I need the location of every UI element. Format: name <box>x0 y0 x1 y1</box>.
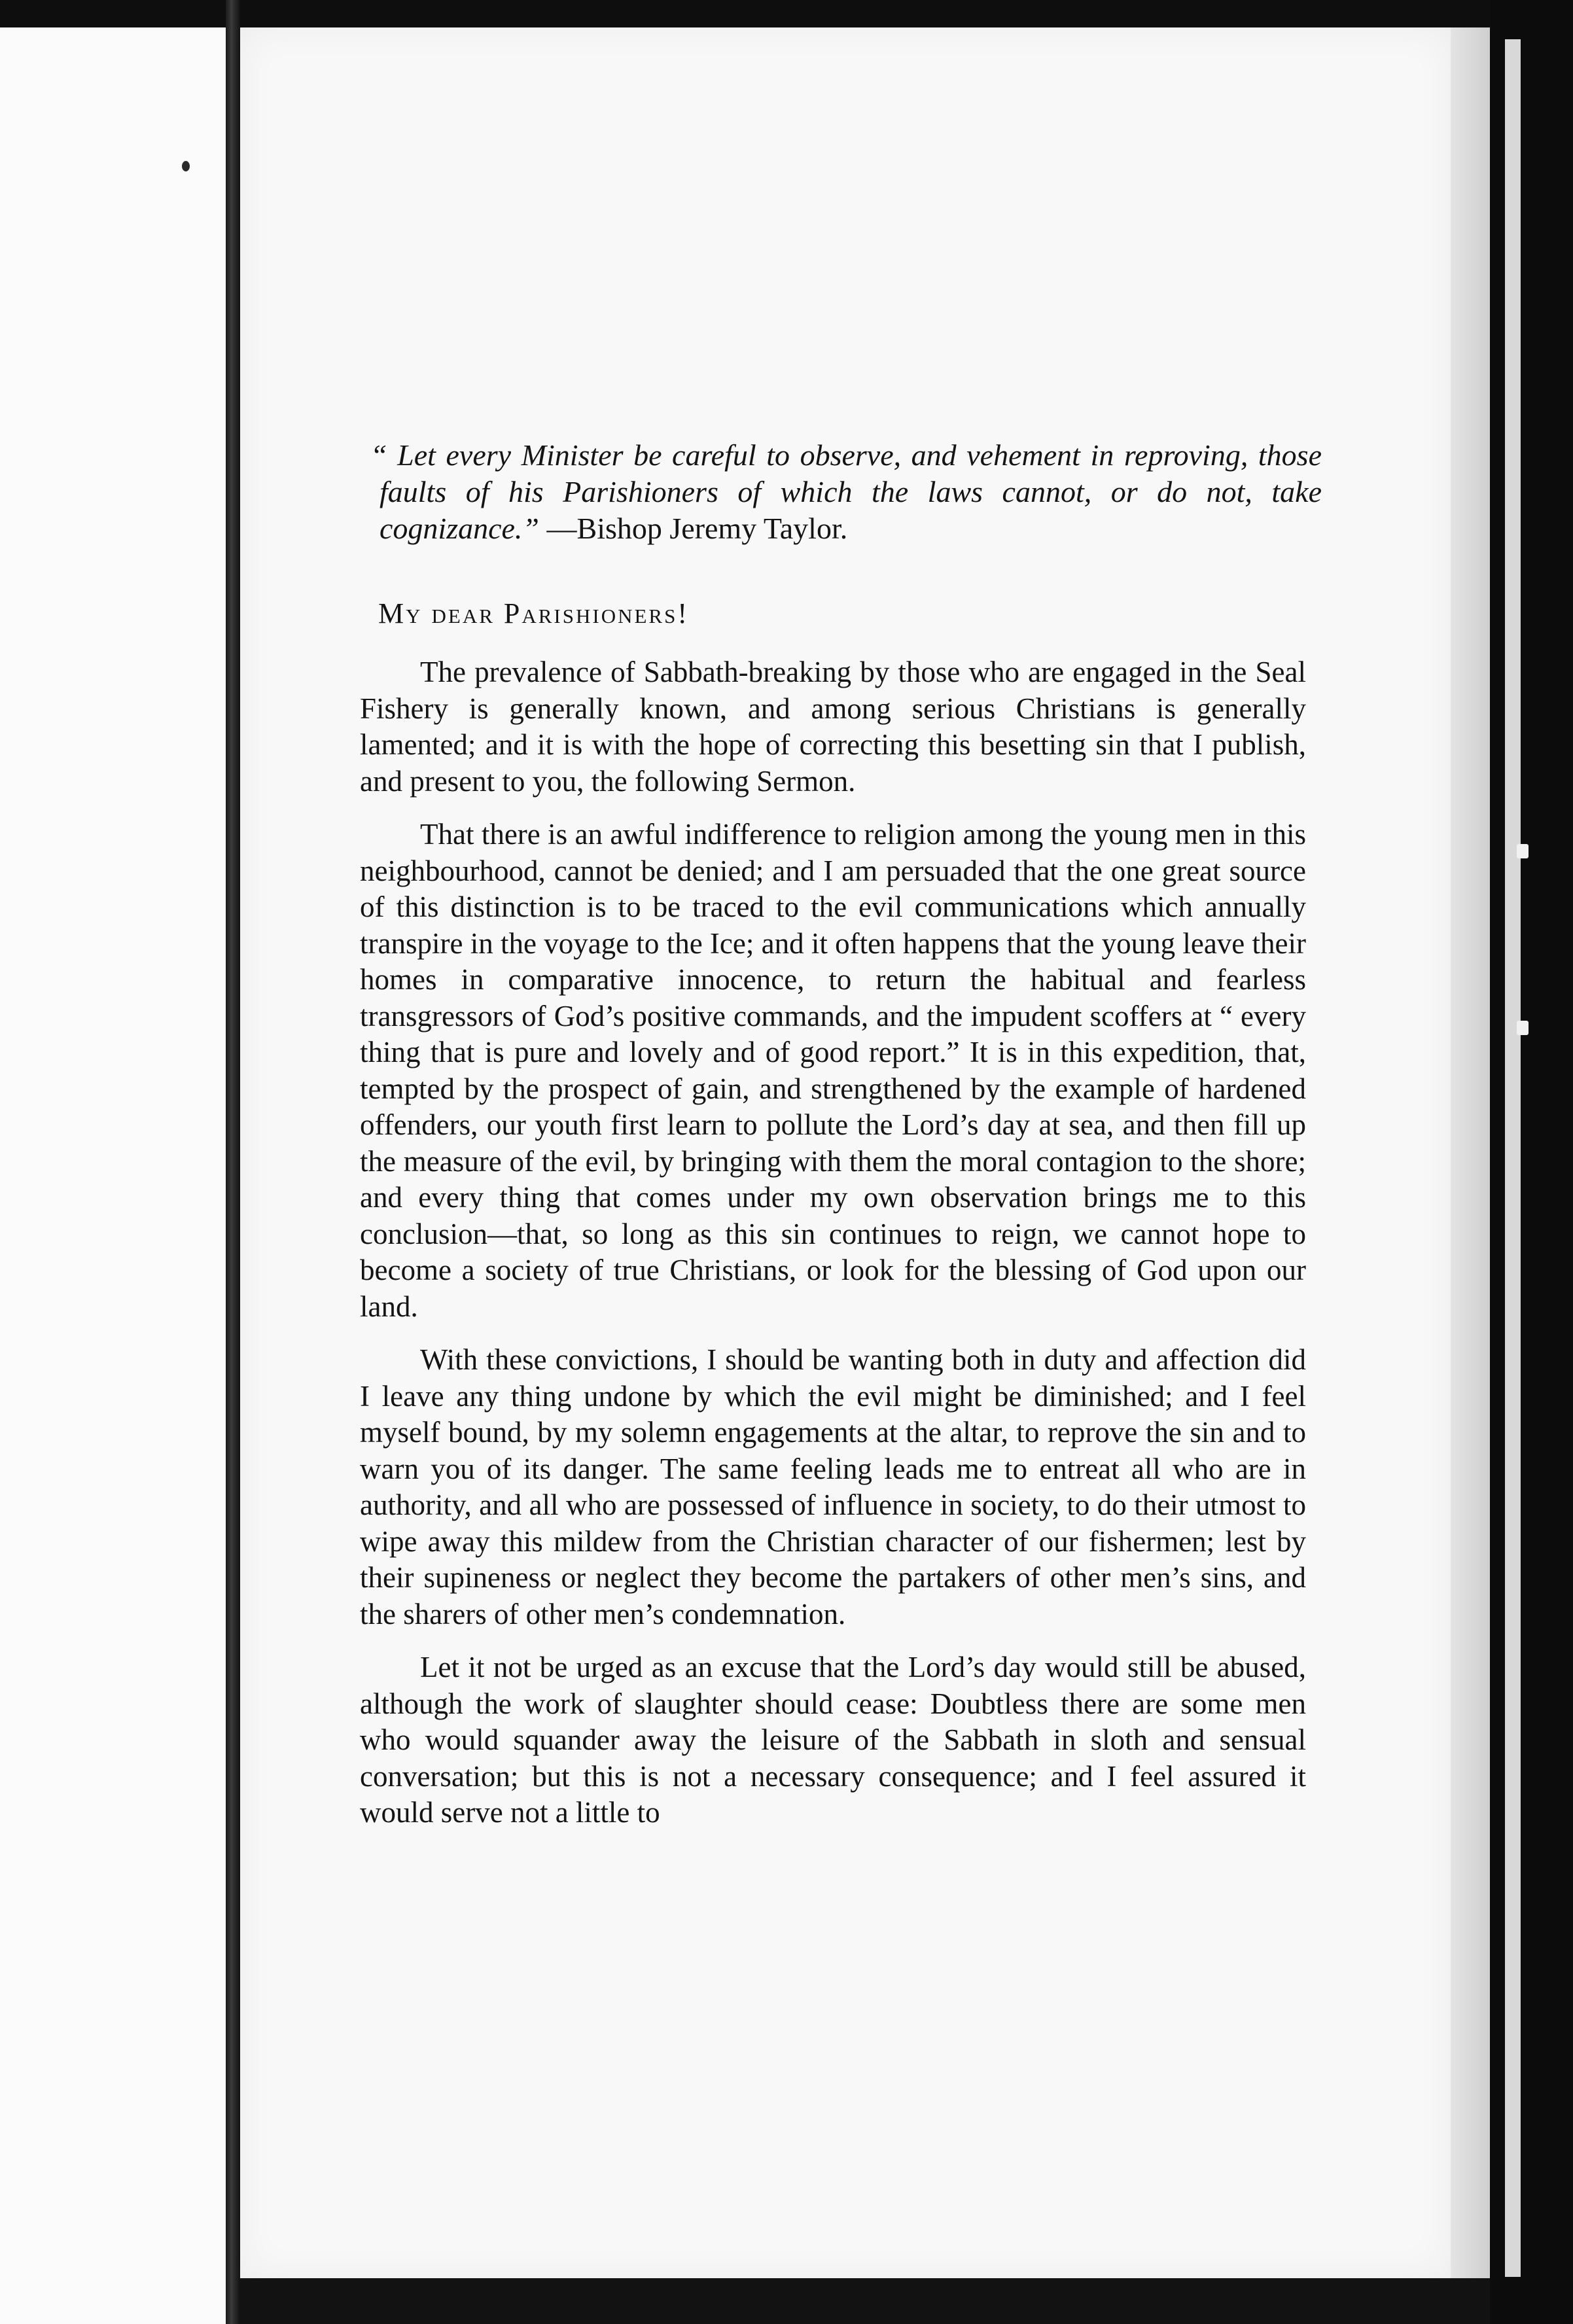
facing-page-blank <box>0 27 226 2324</box>
edge-mark <box>1517 844 1529 858</box>
salutation: My dear Parishioners! <box>378 597 689 629</box>
epigraph-quote: “ Let every Minister be careful to observe, and vehement in reproving, those faults of his Parishioners of which the laws cannot, or do not, take cognizance.” <box>370 438 1322 545</box>
binding-gutter <box>226 0 240 2324</box>
letter-body <box>360 654 1306 1848</box>
edge-mark <box>1517 1021 1529 1035</box>
scan-bottom-border <box>240 2278 1490 2324</box>
scan-right-border <box>1490 0 1573 2324</box>
paragraph: With these convictions, I should be wanting both in duty and affection did I leave any thing undone by which the evil might be diminished; and I feel myself bound, by my solemn engagements at the altar, to reprove the sin and to warn you of its danger. The same feeling leads me to entreat all who are in authority, and all who are possessed of influence in society, to do their utmost to wipe away this mildew from the Christian character of our fishermen; lest by their supineness or neglect they become the partakers of other men’s sins, and the sharers of other men’s condemnation. <box>360 1343 1306 1630</box>
page-stack-edge <box>1505 39 1521 2277</box>
epigraph <box>370 437 1322 547</box>
ink-spot <box>182 161 190 171</box>
epigraph-attribution: —Bishop Jeremy Taylor. <box>546 512 848 545</box>
paragraph: Let it not be urged as an excuse that the Lord’s day would still be abused, although the work of slaughter should cease: Doubtless there are some men who would squander away the leisure of the Sabbath in sloth and sensual conversation; but this is not a necessary consequence; and I feel assured it would serve not a little to <box>360 1651 1306 1829</box>
page-edge-shadow <box>1451 27 1490 2278</box>
paragraph: That there is an awful indifference to religion among the young men in this neighbourhood, cannot be denied; and I am persuaded that the one great source of this distinction is to be traced to the evil communications which annually transpire in the voyage to the Ice; and it often happens that the young leave their homes in comparative innocence, to return the habitual and fearless transgressors of God’s positive commands, and the impudent scoffers at “ every thing that is pure and lovely and of good report.” It is in this expedition, that, tempted by the prospect of gain, and strengthened by the example of hardened offenders, our youth first learn to pollute the Lord’s day at sea, and then fill up the measure of the evil, by bringing with them the moral contagion to the shore; and every thing that comes under my own observation brings me to this conclusion—that, so long as this sin continues to reign, we cannot hope to become a society of true Christians, or look for the blessing of God upon our land. <box>360 818 1306 1323</box>
paragraph: The prevalence of Sabbath-breaking by those who are engaged in the Seal Fishery is generally known, and among serious Christians is generally lamented; and it is with the hope of correcting this besetting sin that I publish, and present to you, the following Sermon. <box>360 656 1306 798</box>
